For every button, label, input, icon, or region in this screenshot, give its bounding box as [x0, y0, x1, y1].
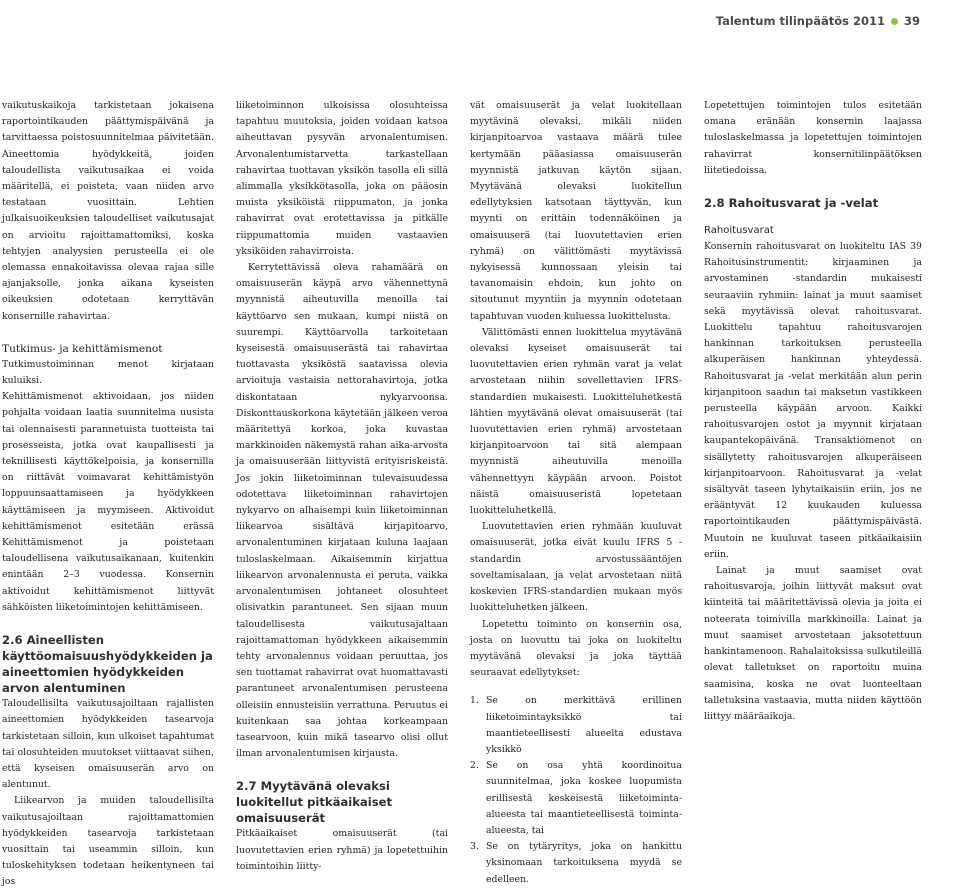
- paragraph: vät omaisuuserät ja velat luokitellaan myytävinä olevaksi, mikäli niiden kirjanpitoarvoa vastaava määrä tulee kertymään pääasiassa omaisuuserän myynnistä jatkuvan käytön sijaan. Myytävänä olevaksi luokitellun edellytyksien katsotaan täyttyvän, kun myynti on erittäin todennäköinen ja omaisuuserä (tai luovutettavien erien ryhmä) on välittömästi myytävissä nykyisessä kunnossaan yleisin tai tavanomaisin ehdoin, kun johto on sitoutunut myyntiin ja myynnin odotetaan tapahtuvan vuoden kuluessa luokittelusta.: [470, 100, 682, 322]
- report-title: Talentum tilinpäätös 2011: [715, 14, 885, 28]
- paragraph: Luovutettavien erien ryhmään kuuluvat omaisuuserät, jotka eivät kuulu IFRS 5 -standardin arvostussääntöjen soveltamisalaan, ja velat arvostetaan niitä koskevien IFRS-standardien mukaan myös luokitteluhetken jälkeen.: [470, 521, 682, 614]
- paragraph: Lopetettujen toimintojen tulos esitetään omana eränään konsernin laajassa tuloslaskelmassa ja lopetettujen toimintojen rahavirrat konsernitilinpäätöksen liitetiedoissa.: [704, 100, 922, 176]
- column-4: [704, 98, 922, 725]
- list-item: 2. Se on osa yhtä koordinoitua suunnitelmaa, joka koskee luopumista erillisestä keskeisestä liiketoiminta-alueesta tai maantieteellisestä toiminta-alueesta, tai: [470, 760, 682, 836]
- paragraph: Tutkimustoiminnan menot kirjataan kuluiksi.: [2, 358, 214, 387]
- paragraph: Lainat ja muut saamiset ovat rahoitusvaroja, joihin liittyvät maksut ovat kiinteitä tai määritettävissä olevia ja joita ei noteerata toimivilla markkinoilla. Lainat ja muut saamiset arvostetaan jaksotettuun hankintamenoon. Rahalaitoksissa sulkutileillä olevat talletukset on raportoitu muina saamisina, koska ne ovat luonteeltaan talletuksina vastaavia, mutta niiden käyttöön liittyy määräaikoja.: [704, 565, 922, 722]
- paragraph: Konsernin rahoitusvarat on luokiteltu IAS 39 Rahoitusinstrumentit: kirjaaminen ja arvostaminen -standardin mukaisesti seuraaviin ryhmiin: lainat ja muut saamiset sekä myytävissä olevat rahoitusvarat. Luokittelu tapahtuu rahoitusvarojen hankinnan tarkoituksen perusteella alkuperäisen hankinnan yhteydessä. Rahoitusvarat ja -velat merkitään alun perin kirjanpitoon saadun tai maksetun vastikkeen perusteella käypään arvoon. Kaikki rahoitusvarojen ostot ja myynnit kirjataan kaupantekopäivänä. Transaktiomenot on sisällytetty rahoitusvarojen alkuperäiseen kirjanpitoarvoon. Rahoitusvarat ja -velat sisältyvät taseen lyhytaikaisiin eriin, jos ne erääntyvät 12 kuukauden kuluessa raportointikauden päättymispäivästä. Muutoin ne kuuluvat taseen pitkäaikaisiin eriin.: [704, 241, 922, 560]
- conditions-list: [470, 693, 682, 887]
- section-heading-2-6: 2.6 Aineellisten käyttöomaisuushyödykkeiden ja aineettomien hyödykkeiden arvon alentuminen: [2, 633, 213, 696]
- paragraph: Välittömästi ennen luokittelua myytävänä olevaksi kyseiset omaisuuserät tai luovutettavien erien ryhmän varat ja velat arvostetaan niihin sovellettavien IFRS-standardien mukaisesti. Luokitteluhetkestä lähtien myytävänä olevat omaisuuserät (tai luovutettavien erien ryhmä) arvostetaan kirjanpitoarvoon tai sitä alempaan myynnistä aiheutuvilla menoilla vähennettyyn käypään arvoon. Poistot näistä omaisuuseristä lopetetaan luokitteluhetkellä.: [470, 326, 682, 517]
- paragraph: liiketoiminnon ulkoisissa olosuhteissa tapahtuu muutoksia, joiden voidaan katsoa aiheuttavan pysyvän arvonalentumisen. Arvonalentumistarvetta tarkastellaan rahavirtaa tuottavan yksikön tasolla eli sillä alimmalla yksikkötasolla, joka on pääosin muista yksiköistä riippumaton, ja jonka rahavirrat ovat erotettavissa ja pitkälle riippumattomia muiden vastaavien yksiköiden rahavirroista.: [236, 100, 448, 257]
- list-item: 3. Se on tytäryritys, joka on hankittu yksinomaan tarkoituksena myydä se edelleen.: [470, 841, 682, 885]
- section-heading-2-7: 2.7 Myytävänä olevaksi luokitellut pitkäaikaiset omaisuuserät: [236, 779, 393, 826]
- page-number: 39: [903, 14, 920, 28]
- separator-dot-icon: [891, 18, 898, 25]
- list-item: 1. Se on merkittävä erillinen liiketoimintayksikkö tai maantieteellisesti alueelta edustava yksikkö: [470, 695, 682, 755]
- paragraph: Pitkäaikaiset omaisuuserät (tai luovutettavien erien ryhmä) ja lopetettuihin toimintoihin liitty-: [236, 828, 448, 872]
- column-1: [2, 98, 214, 891]
- section-heading-2-8: 2.8 Rahoitusvarat ja -velat: [704, 196, 879, 211]
- paragraph: Kehittämismenot aktivoidaan, jos niiden pohjalta voidaan laatia suunnitelma uusista tai olennaisesti parannetuista tuotteista tai prosesseista, jotka ovat kaupallisesti ja teknillisesti käyttökelpoisia, ja konsernilla on riittävät voimavarat kehittämistyön loppuunsaattamiseen ja hyödykkeen käyttämiseen ja myymiseen. Aktivoidut kehittämismenot esitetään erässä Kehittämismenot ja poistetaan taloudellisena vaikutusaikanaan, kuitenkin enintään 2–3 vuodessa. Konsernin aktivoidut kehittämismenot liittyvät sähköisten liiketoimintojen kehittämiseen.: [2, 391, 214, 613]
- subheading-rahoitusvarat: Rahoitusvarat: [704, 225, 774, 237]
- paragraph: Taloudellisilta vaikutusajoiltaan rajallisten aineettomien hyödykkeiden tasearvoja tarkistetaan silloin, kun ulkoiset tapahtumat tai olosuhteiden muutokset viittaavat siihen, että kyseisen omaisuuserän arvo on alentunut.: [2, 698, 214, 791]
- running-header: [716, 14, 920, 28]
- column-2: [236, 98, 448, 875]
- paragraph: Kerrytettävissä oleva rahamäärä on omaisuuserän käypä arvo vähennettynä myynnistä aiheutuvilla menoilla tai käyttöarvo sen mukaan, kumpi niistä on suurempi. Käyttöarvolla tarkoitetaan kyseisestä omaisuuserästä tai rahavirtaa tuottavasta yksiköstä saatavissa olevia arvioituja vastaisia nettorahavirtoja, jotka diskontataan nykyarvoonsa. Diskonttauskorkona käytetään jälkeen veroa määritettyä korkoa, joka kuvastaa markkinoiden näkemystä rahan aika-arvosta ja omaisuuserään liittyvistä erityisriskeistä. Jos jokin liiketoiminnan tulevaisuudessa odotettava liiketoiminnan rahavirtojen nykyarvo on alhaisempi kuin liiketoiminnan liikearvoa sisältävä kirjapitoarvo, arvonalentuminen kirjataan kuluna laajaan tuloslaskelmaan. Aikaisemmin kirjattua liikearvon arvonalennusta ei peruta, vaikka arvonalentumisen johtaneet olosuhteet olisivatkin parantuneet. Sen sijaan muun taloudellisesta vaikutusajaltaan rajoittamattoman hyödykkeen aikaisemmin tehty arvonalennus voidaan peruuttaa, jos sen tuottamat rahavirrat ovat huomattavasti parantuneet arvonalentumisen perusteena olleisiin ennusteisiin verrattuna. Peruutus ei kuitenkaan saa johtaa korkeampaan tasearvoon, kuin mikä tasearvo olisi ollut ilman arvonalentumisen kirjausta.: [236, 262, 448, 760]
- paragraph: vaikutuskaikoja tarkistetaan jokaisena raportointikauden päättymispäivänä ja tarvittaessa poistosuunnitelmaa päivitetään. Aineettomia hyödykkeitä, joiden taloudellista vaikutusaikaa ei voida määritellä, ei poisteta, vaan niiden arvo testataan vuosittain. Lehtien julkaisuoikeuksien taloudelliset vaikutusajat on arvioitu rajoittamattomiksi, koska tehtyjen analyysien perusteella ei ole olemassa ennakoitavissa olevaa rajaa sille ajanjaksolle, jonka aikana kyseisten oikeuksien odotetaan kerryttävän konsernille rahavirtaa.: [2, 100, 214, 322]
- section-heading-tutkimus: Tutkimus- ja kehittämismenot: [2, 342, 163, 355]
- paragraph: Lopetettu toiminto on konsernin osa, josta on luovuttu tai joka on luokiteltu myytävänä olevaksi ja joka täyttää seuraavat edellytykset:: [470, 618, 682, 679]
- column-3: [470, 98, 682, 888]
- paragraph: Liikearvon ja muiden taloudellisilta vaikutusajoiltaan rajoittamattomien hyödykkeiden tasearvoja tarkistetaan vuosittain tai useammin silloin, kun tuloskehityksen todetaan heikentyneen tai jos: [2, 795, 214, 888]
